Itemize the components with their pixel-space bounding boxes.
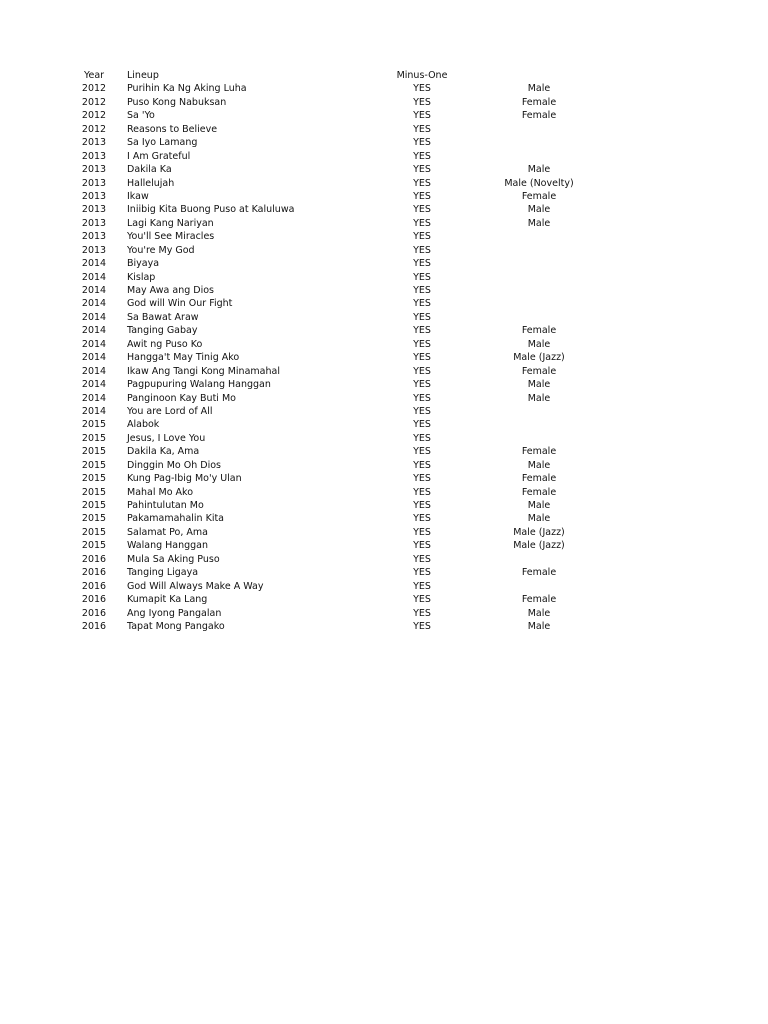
minus-one-cell: YES [413, 150, 431, 162]
lineup-cell: Ikaw [127, 190, 149, 202]
table-row [0, 297, 768, 310]
minus-one-cell: YES [413, 446, 431, 458]
year-cell: 2013 [81, 231, 107, 243]
table-row [0, 217, 768, 230]
minus-one-cell: YES [413, 123, 431, 135]
voice-cell: Male [527, 620, 551, 632]
table-row [0, 405, 768, 418]
minus-one-cell: YES [413, 285, 431, 296]
table-row [0, 123, 768, 136]
minus-one-cell: YES [413, 83, 431, 95]
minus-one-cell: YES [413, 298, 431, 310]
year-cell: 2015 [81, 419, 107, 431]
year-cell: 2016 [81, 553, 107, 565]
year-cell: 2015 [81, 473, 107, 485]
table-row [0, 190, 768, 203]
table-body [0, 82, 768, 633]
lineup-cell: Lagi Kang Nariyan [127, 217, 214, 229]
table-row [0, 566, 768, 579]
voice-cell: Male [527, 459, 551, 471]
minus-one-cell: YES [413, 500, 431, 511]
minus-one-cell: YES [413, 580, 431, 592]
year-cell: 2014 [81, 258, 107, 270]
year-cell: 2014 [81, 379, 107, 391]
table-row [0, 311, 768, 324]
table-row [0, 365, 768, 378]
year-cell: 2015 [81, 432, 107, 444]
minus-one-cell: YES [413, 164, 431, 176]
year-cell: 2012 [81, 123, 107, 135]
year-cell: 2013 [81, 244, 107, 256]
year-cell: 2012 [81, 110, 107, 122]
year-cell: 2014 [81, 285, 107, 296]
minus-one-cell: YES [413, 325, 431, 337]
minus-one-cell: YES [413, 620, 431, 632]
year-cell: 2015 [81, 513, 107, 525]
voice-cell: Female [521, 110, 557, 122]
lineup-cell: Tapat Mong Pangako [127, 620, 225, 632]
year-cell: 2013 [81, 150, 107, 162]
table-row [0, 244, 768, 257]
table-row [0, 580, 768, 593]
table-row [0, 445, 768, 458]
voice-cell: Female [521, 446, 557, 458]
year-cell: 2014 [81, 271, 107, 283]
lineup-cell: Mula Sa Aking Puso [127, 553, 220, 565]
lineup-cell: Dakila Ka, Ama [127, 446, 200, 458]
table-row [0, 257, 768, 270]
minus-one-cell: YES [413, 432, 431, 444]
table-row [0, 271, 768, 284]
table-row [0, 512, 768, 525]
year-column-header: Year [83, 70, 105, 81]
minus-one-cell: YES [413, 459, 431, 471]
year-cell: 2015 [81, 486, 107, 498]
table-row [0, 459, 768, 472]
year-cell: 2016 [81, 580, 107, 592]
voice-cell: Female [521, 473, 557, 485]
year-cell: 2012 [81, 83, 107, 95]
table-row [0, 96, 768, 109]
voice-cell: Female [521, 594, 557, 606]
year-cell: 2016 [81, 567, 107, 579]
minus-one-cell: YES [413, 513, 431, 525]
year-cell: 2016 [81, 607, 107, 619]
lineup-cell: Puso Kong Nabuksan [127, 96, 227, 108]
voice-cell: Male (Jazz) [513, 540, 565, 552]
year-cell: 2014 [81, 338, 107, 350]
table-row [0, 109, 768, 122]
minus-one-cell: YES [413, 607, 431, 619]
year-cell: 2014 [81, 325, 107, 337]
voice-cell: Male [527, 217, 551, 229]
year-cell: 2015 [81, 446, 107, 458]
lineup-cell: Salamat Po, Ama [127, 526, 208, 538]
minus-one-cell: YES [413, 553, 431, 565]
table-row [0, 136, 768, 149]
voice-cell: Male (Novelty) [504, 177, 574, 189]
table-row [0, 177, 768, 190]
voice-cell: Female [521, 365, 557, 377]
voice-cell: Male [527, 338, 551, 350]
table-row [0, 486, 768, 499]
voice-cell: Male [527, 83, 551, 95]
year-cell: 2014 [81, 405, 107, 417]
year-cell: 2012 [81, 96, 107, 108]
voice-cell: Male [527, 500, 551, 511]
lineup-cell: Walang Hanggan [127, 540, 209, 552]
lineup-cell: Pakamamahalin Kita [127, 513, 225, 525]
voice-cell: Male (Jazz) [513, 526, 565, 538]
year-cell: 2013 [81, 190, 107, 202]
table-row [0, 392, 768, 405]
lineup-cell: Mahal Mo Ako [127, 486, 194, 498]
minus-one-cell: YES [413, 110, 431, 122]
lineup-column-header: Lineup [127, 70, 159, 81]
year-cell: 2013 [81, 137, 107, 149]
year-cell: 2015 [81, 500, 107, 511]
voice-cell: Male [527, 204, 551, 216]
lineup-cell: Purihin Ka Ng Aking Luha [127, 83, 247, 95]
table-row [0, 499, 768, 512]
lineup-cell: Hallelujah [127, 177, 175, 189]
voice-cell: Female [521, 96, 557, 108]
minus-one-cell: YES [413, 204, 431, 216]
minus-one-cell: YES [413, 473, 431, 485]
year-cell: 2014 [81, 392, 107, 404]
table-row [0, 553, 768, 566]
lineup-cell: Pahintulutan Mo [127, 500, 204, 511]
minus-one-cell: YES [413, 190, 431, 202]
lineup-cell: Dakila Ka [127, 164, 172, 176]
voice-cell: Male [527, 379, 551, 391]
year-cell: 2013 [81, 164, 107, 176]
minus-one-cell: YES [413, 96, 431, 108]
minus-one-cell: YES [413, 392, 431, 404]
voice-cell: Male [527, 164, 551, 176]
table-row [0, 82, 768, 95]
year-cell: 2014 [81, 365, 107, 377]
voice-cell: Female [521, 190, 557, 202]
year-cell: 2015 [81, 540, 107, 552]
minus-one-cell: YES [413, 352, 431, 364]
year-cell: 2013 [81, 177, 107, 189]
voice-cell: Female [521, 325, 557, 337]
minus-one-cell: YES [413, 540, 431, 552]
minus-one-column-header: Minus-One [396, 70, 448, 81]
voice-cell: Female [521, 567, 557, 579]
minus-one-cell: YES [413, 311, 431, 323]
lineup-cell: Awit ng Puso Ko [127, 338, 203, 350]
lineup-cell: Iniibig Kita Buong Puso at Kaluluwa [127, 204, 295, 216]
year-cell: 2016 [81, 594, 107, 606]
voice-cell: Male [527, 392, 551, 404]
minus-one-cell: YES [413, 177, 431, 189]
year-cell: 2014 [81, 311, 107, 323]
lineup-cell: Dinggin Mo Oh Dios [127, 459, 221, 471]
table-row [0, 150, 768, 163]
voice-cell: Male (Jazz) [513, 352, 565, 364]
year-cell: 2015 [81, 526, 107, 538]
table-row [0, 351, 768, 364]
minus-one-cell: YES [413, 244, 431, 256]
lineup-cell: Hangga't May Tinig Ako [127, 352, 240, 364]
table-row [0, 607, 768, 620]
lineup-cell: Jesus, I Love You [127, 432, 206, 444]
lineup-cell: Kumapit Ka Lang [127, 594, 208, 606]
voice-cell: Male [527, 607, 551, 619]
table-header-row [0, 69, 768, 82]
lineup-cell: You'll See Miracles [127, 231, 215, 243]
table-row [0, 324, 768, 337]
table-row [0, 284, 768, 297]
minus-one-cell: YES [413, 365, 431, 377]
lineup-cell: God will Win Our Fight [127, 298, 233, 310]
lineup-cell: Pagpupuring Walang Hanggan [127, 379, 271, 391]
lineup-cell: Ikaw Ang Tangi Kong Minamahal [127, 365, 280, 377]
minus-one-cell: YES [413, 231, 431, 243]
lineup-cell: Sa 'Yo [127, 110, 155, 122]
lineup-cell: Sa Bawat Araw [127, 311, 199, 323]
table-row [0, 203, 768, 216]
lineup-cell: Kung Pag-Ibig Mo'y Ulan [127, 473, 242, 485]
table-row [0, 432, 768, 445]
minus-one-cell: YES [413, 594, 431, 606]
table-row [0, 338, 768, 351]
minus-one-cell: YES [413, 258, 431, 270]
minus-one-cell: YES [413, 379, 431, 391]
table-row [0, 163, 768, 176]
lineup-cell: Alabok [127, 419, 160, 431]
table-row [0, 539, 768, 552]
table-row [0, 593, 768, 606]
lineup-cell: Panginoon Kay Buti Mo [127, 392, 236, 404]
minus-one-cell: YES [413, 486, 431, 498]
lineup-cell: I Am Grateful [127, 150, 191, 162]
minus-one-cell: YES [413, 567, 431, 579]
minus-one-cell: YES [413, 137, 431, 149]
year-cell: 2016 [81, 620, 107, 632]
year-cell: 2015 [81, 459, 107, 471]
voice-cell: Female [521, 486, 557, 498]
lineup-cell: You are Lord of All [127, 405, 213, 417]
minus-one-cell: YES [413, 419, 431, 431]
song-lineup-table [0, 69, 768, 633]
year-cell: 2014 [81, 298, 107, 310]
lineup-cell: Biyaya [127, 258, 160, 270]
table-row [0, 472, 768, 485]
table-row [0, 620, 768, 633]
table-row [0, 230, 768, 243]
year-cell: 2013 [81, 217, 107, 229]
lineup-cell: Kislap [127, 271, 156, 283]
lineup-cell: Tanging Ligaya [127, 567, 199, 579]
minus-one-cell: YES [413, 217, 431, 229]
minus-one-cell: YES [413, 271, 431, 283]
lineup-cell: Ang Iyong Pangalan [127, 607, 222, 619]
lineup-cell: Reasons to Believe [127, 123, 218, 135]
lineup-cell: Tanging Gabay [127, 325, 198, 337]
minus-one-cell: YES [413, 338, 431, 350]
minus-one-cell: YES [413, 405, 431, 417]
lineup-cell: May Awa ang Dios [127, 285, 214, 296]
year-cell: 2013 [81, 204, 107, 216]
lineup-cell: God Will Always Make A Way [127, 580, 264, 592]
lineup-cell: Sa Iyo Lamang [127, 137, 198, 149]
minus-one-cell: YES [413, 526, 431, 538]
table-row [0, 418, 768, 431]
year-cell: 2014 [81, 352, 107, 364]
lineup-cell: You're My God [127, 244, 195, 256]
table-row [0, 378, 768, 391]
voice-cell: Male [527, 513, 551, 525]
table-row [0, 526, 768, 539]
